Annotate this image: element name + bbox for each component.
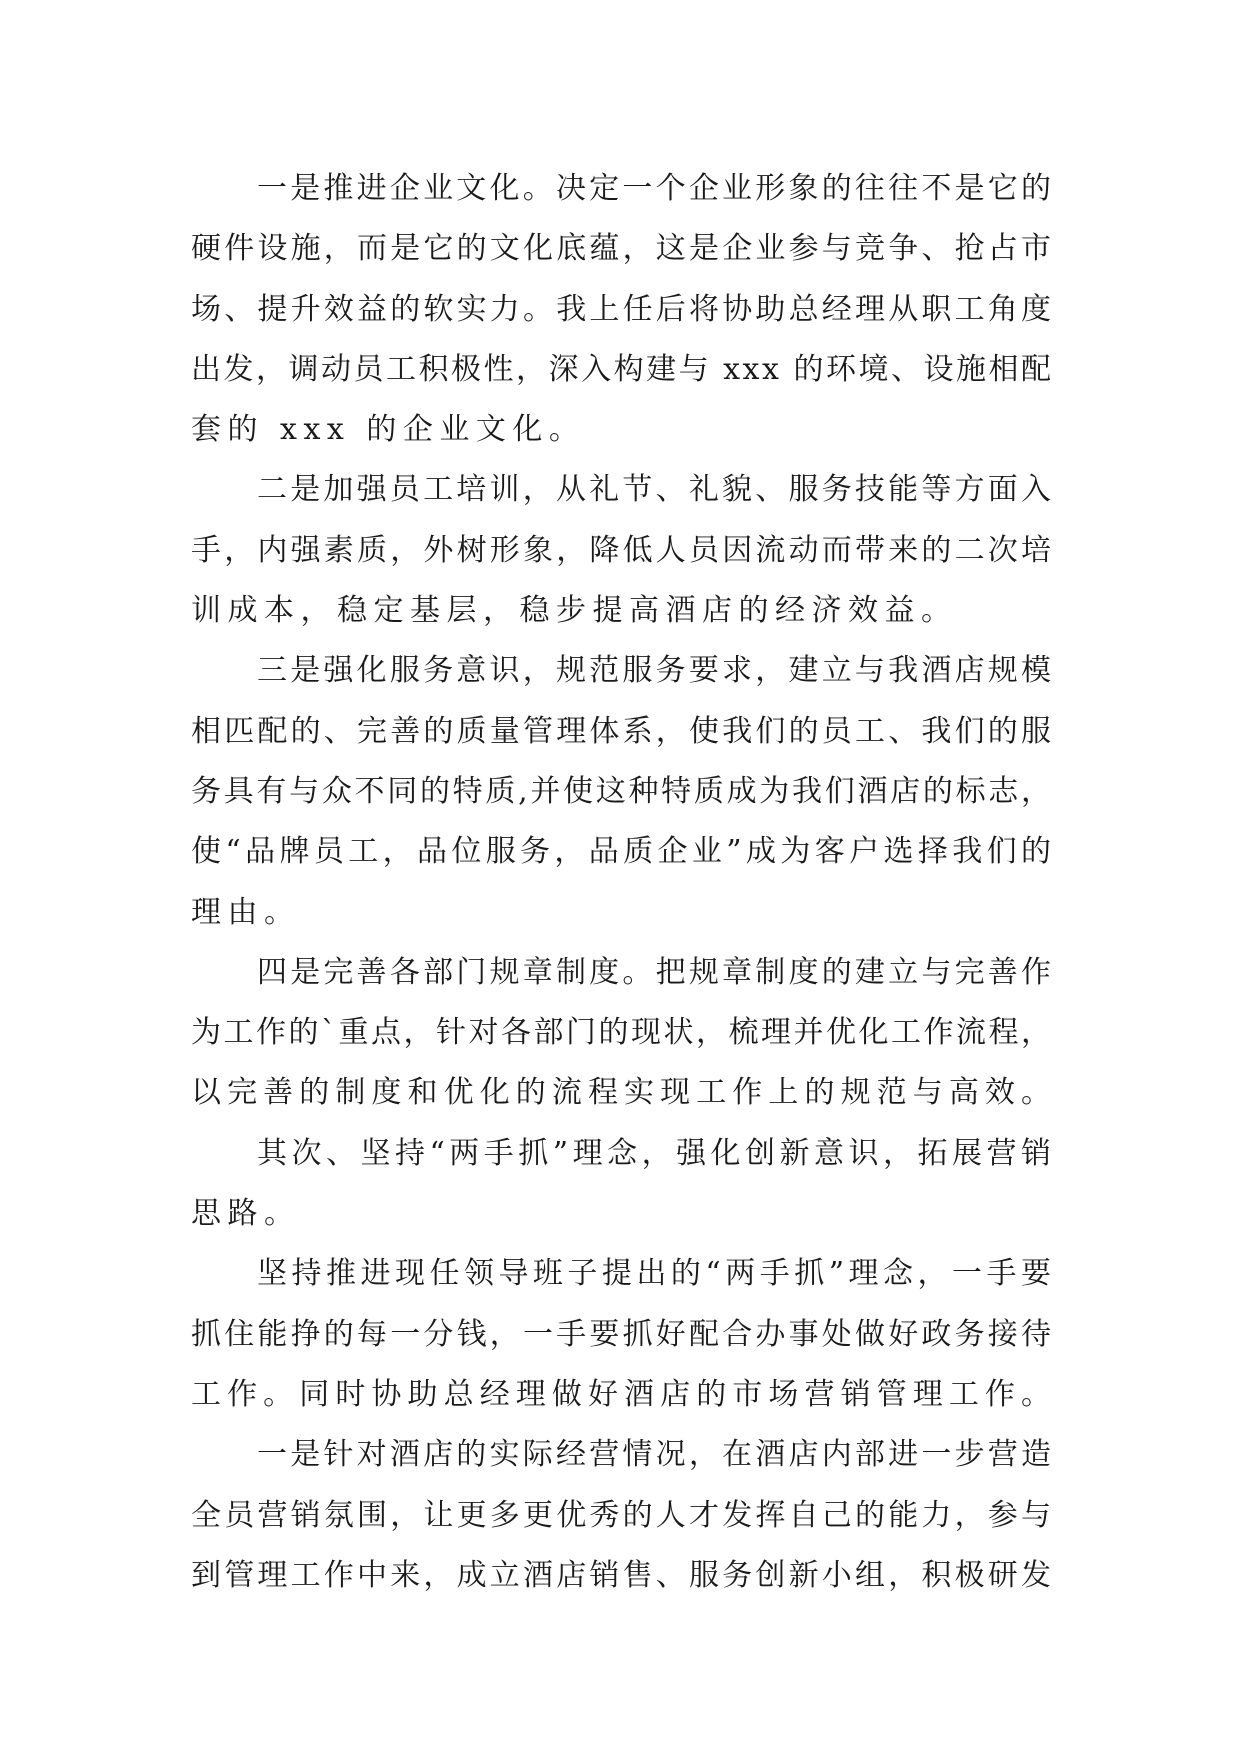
text-line: 以完善的制度和优化的流程实现工作上的规范与高效。 xyxy=(191,1075,1058,1111)
text-line: 务具有与众不同的特质,并使这种特质成为我们酒店的标志， xyxy=(191,773,1054,809)
text-line: 三是强化服务意识，规范服务要求，建立与我酒店规模 xyxy=(257,653,1055,689)
text-line: 出发，调动员工积极性，深入构建与 xxx 的环境、设施相配 xyxy=(191,351,1054,387)
text-line: 二是加强员工培训，从礼节、礼貌、服务技能等方面入 xyxy=(257,472,1055,508)
document-body xyxy=(191,159,1058,1606)
text-line: 坚持推进现任领导班子提出的“两手抓”理念，一手要 xyxy=(257,1256,1056,1292)
text-line: 套的 xxx 的企业文化。 xyxy=(191,412,586,448)
text-line: 相匹配的、完善的质量管理体系，使我们的员工、我们的服 xyxy=(191,713,1055,749)
text-line: 场、提升效益的软实力。我上任后将协助总经理从职工角度 xyxy=(191,291,1055,327)
text-line: 到管理工作中来，成立酒店销售、服务创新小组，积极研发 xyxy=(191,1557,1055,1593)
text-line: 使“品牌员工，品位服务，品质企业”成为客户选择我们的 xyxy=(191,834,1056,870)
text-line: 训成本，稳定基层，稳步提高酒店的经济效益。 xyxy=(191,593,958,629)
text-line: 其次、坚持“两手抓”理念，强化创新意识，拓展营销 xyxy=(257,1135,1056,1171)
text-line: 一是推进企业文化。决定一个企业形象的往往不是它的 xyxy=(257,171,1055,206)
text-line: 手，内强素质，外树形象，降低人员因流动而带来的二次培 xyxy=(191,532,1055,568)
text-line: 为工作的`重点，针对各部门的现状，梳理并优化工作流程， xyxy=(191,1015,1054,1051)
text-line: 理由。 xyxy=(191,894,301,930)
text-line: 硬件设施，而是它的文化底蕴，这是企业参与竞争、抢占市 xyxy=(191,231,1055,267)
text-line: 全员营销氛围，让更多更优秀的人才发挥自己的能力，参与 xyxy=(191,1497,1055,1533)
text-line: 抓住能挣的每一分钱，一手要抓好配合办事处做好政务接待 xyxy=(191,1316,1055,1352)
text-line: 四是完善各部门规章制度。把规章制度的建立与完善作 xyxy=(257,954,1055,990)
text-line: 工作。同时协助总经理做好酒店的市场营销管理工作。 xyxy=(191,1376,1058,1412)
text-line: 思路。 xyxy=(191,1196,301,1232)
text-line: 一是针对酒店的实际经营情况，在酒店内部进一步营造 xyxy=(257,1437,1055,1473)
